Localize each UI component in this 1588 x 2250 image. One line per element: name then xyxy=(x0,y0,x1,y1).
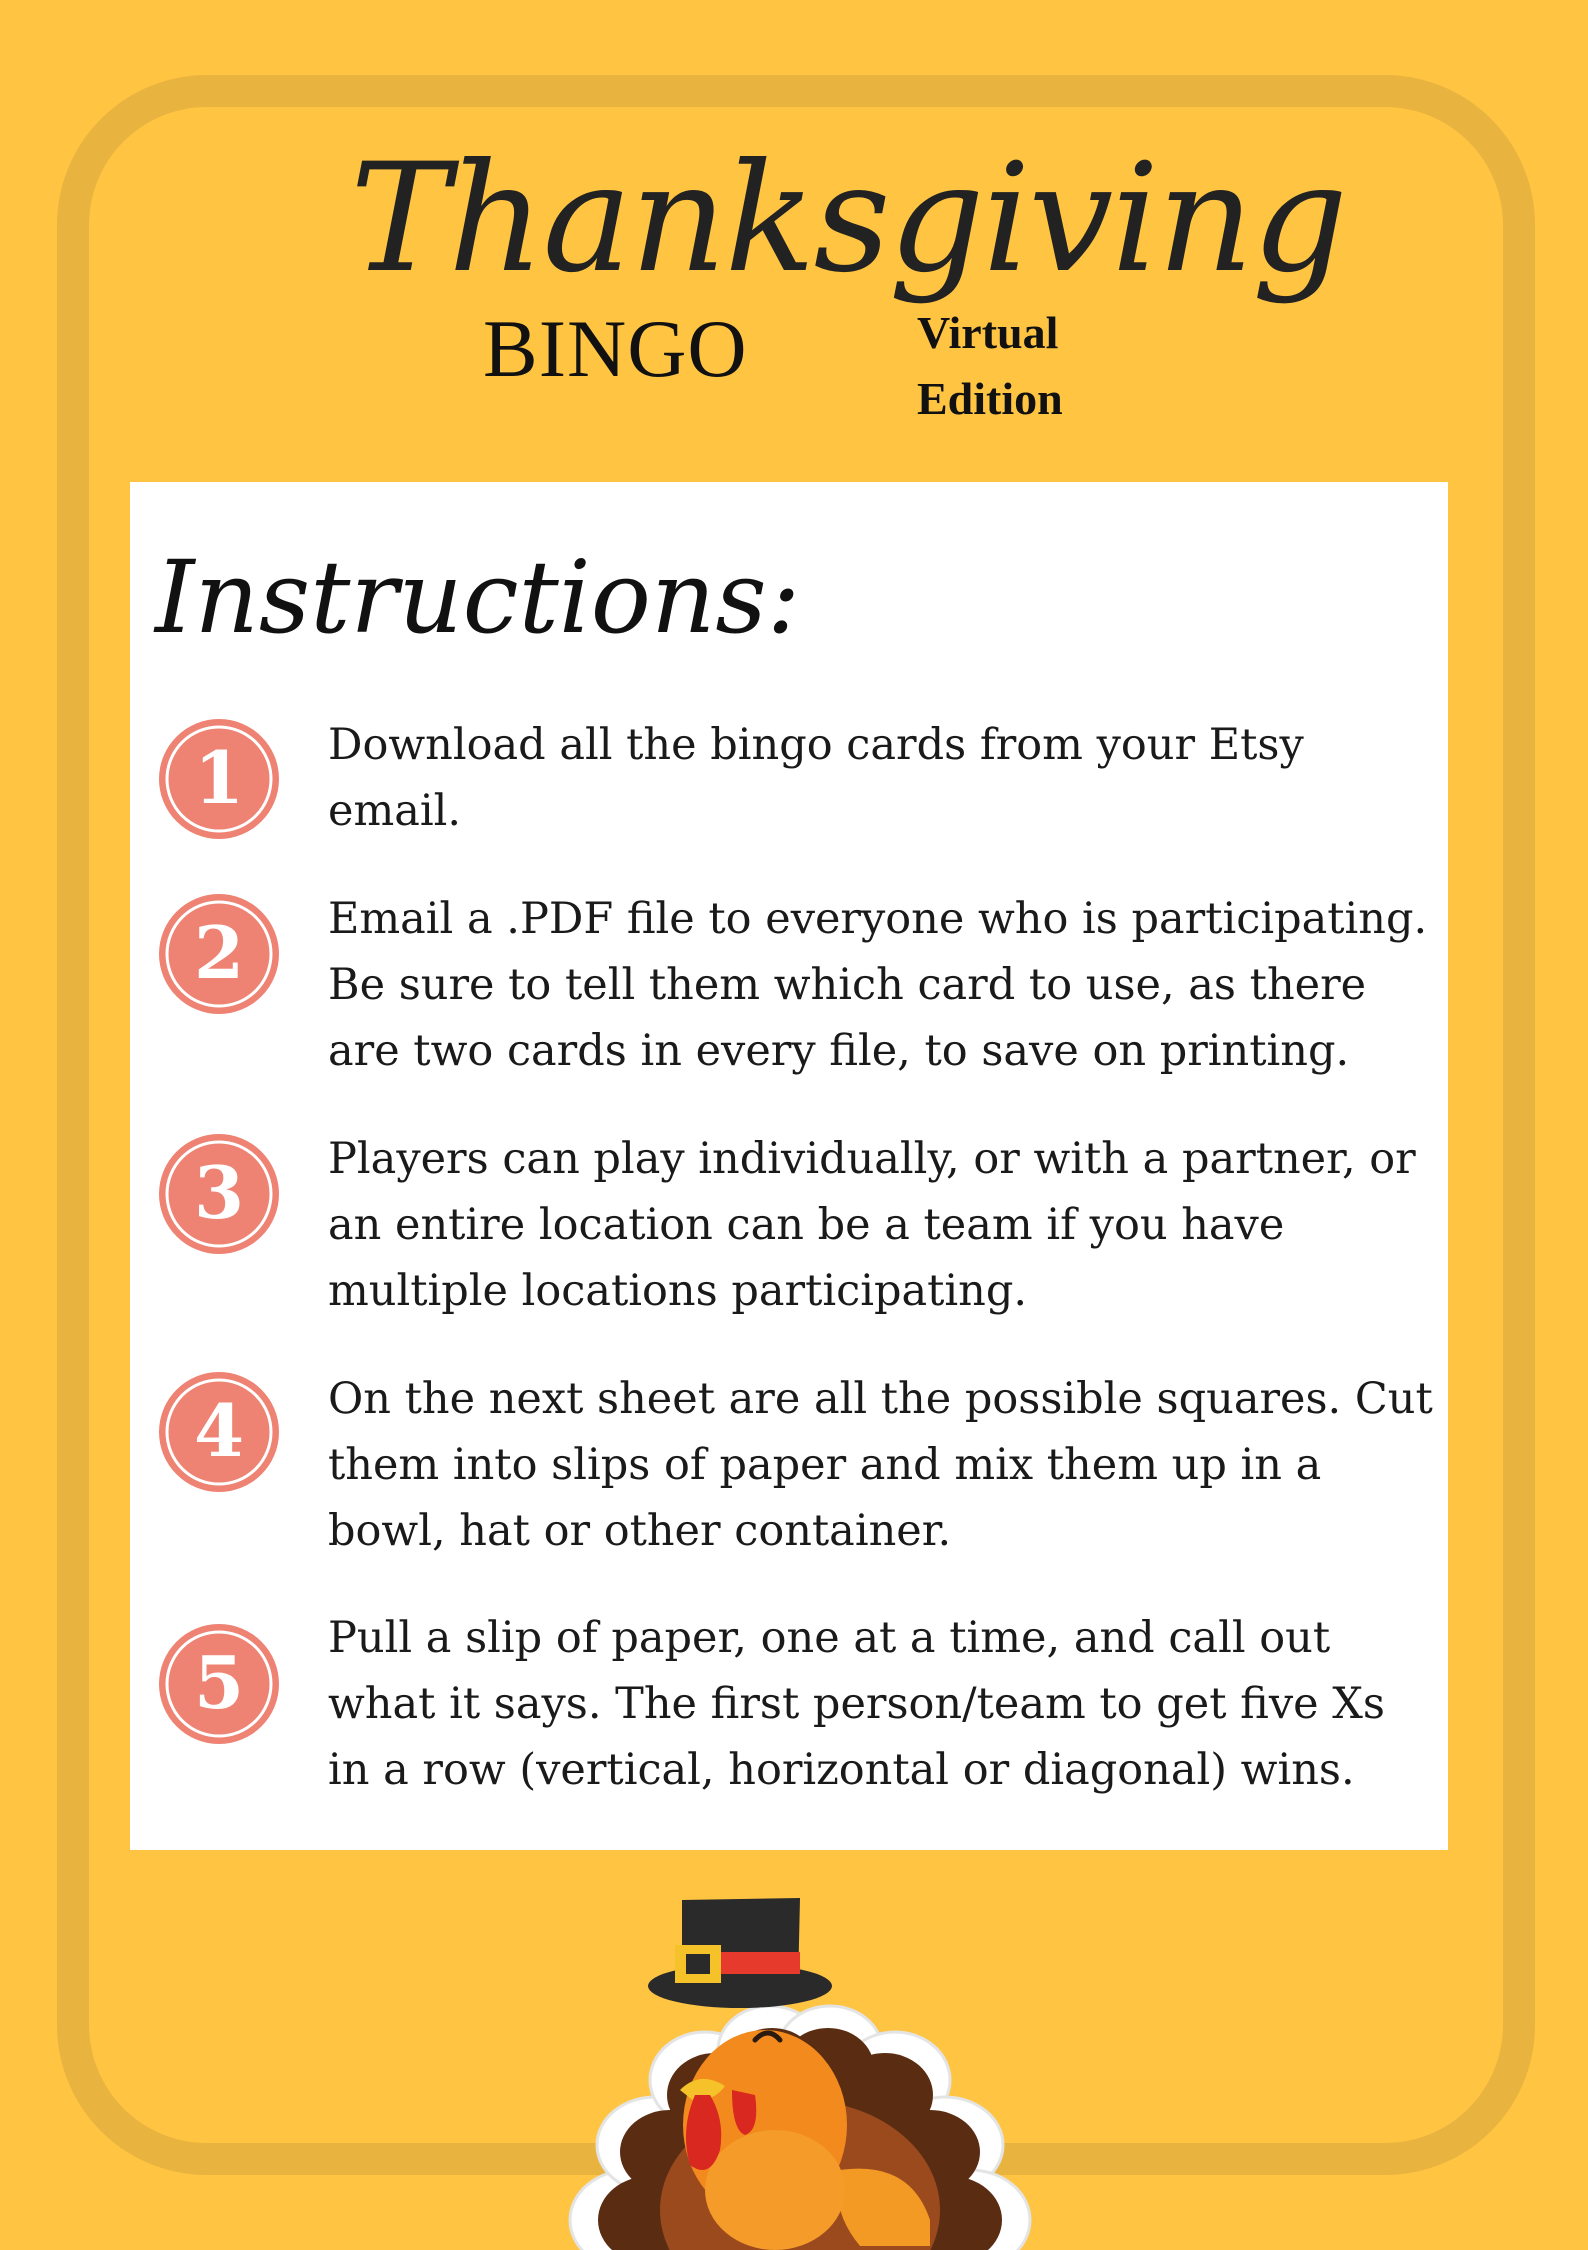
number-5-badge-icon xyxy=(157,1622,281,1746)
step-number: 2 xyxy=(193,910,245,995)
title-text: Thanksgiving xyxy=(350,132,1346,306)
title-thanksgiving xyxy=(340,95,1346,335)
step-text: Download all the bingo cards from your Etsy email. xyxy=(328,720,1304,836)
instructions-heading xyxy=(155,522,801,672)
step-text: Players can play individually, or with a partner, or an entire location can be a team if you have multiple locations participating. xyxy=(328,1134,1416,1316)
instructions-card xyxy=(130,482,1448,1850)
number-4-badge-icon xyxy=(157,1370,281,1494)
edition-line-2: Edition xyxy=(917,373,1063,424)
step-text: On the next sheet are all the possible squares. Cut them into slips of paper and mix them up in a bowl, hat or other container. xyxy=(328,1374,1433,1556)
edition-line-1: Virtual xyxy=(917,307,1059,358)
step-number: 1 xyxy=(193,735,245,820)
subtitle-bingo: BINGO xyxy=(483,303,748,394)
pilgrim-turkey-icon xyxy=(510,1890,1070,2246)
step-text: Pull a slip of paper, one at a time, and call out what it says. The first person/team to get five Xs in a row (vertical, horizontal or diagonal) wins. xyxy=(328,1613,1385,1795)
number-1-badge-icon xyxy=(157,717,281,841)
edition-label xyxy=(917,300,1063,432)
step-number: 5 xyxy=(193,1640,245,1725)
number-3-badge-icon xyxy=(157,1132,281,1256)
instructions-heading-text: Instructions: xyxy=(155,539,801,656)
step-text: Email a .PDF file to everyone who is participating. Be sure to tell them which card to use, as there are two cards in every file, to save on printing. xyxy=(328,894,1428,1076)
step-number: 3 xyxy=(193,1150,245,1235)
number-2-badge-icon xyxy=(157,892,281,1016)
step-number: 4 xyxy=(193,1388,245,1473)
